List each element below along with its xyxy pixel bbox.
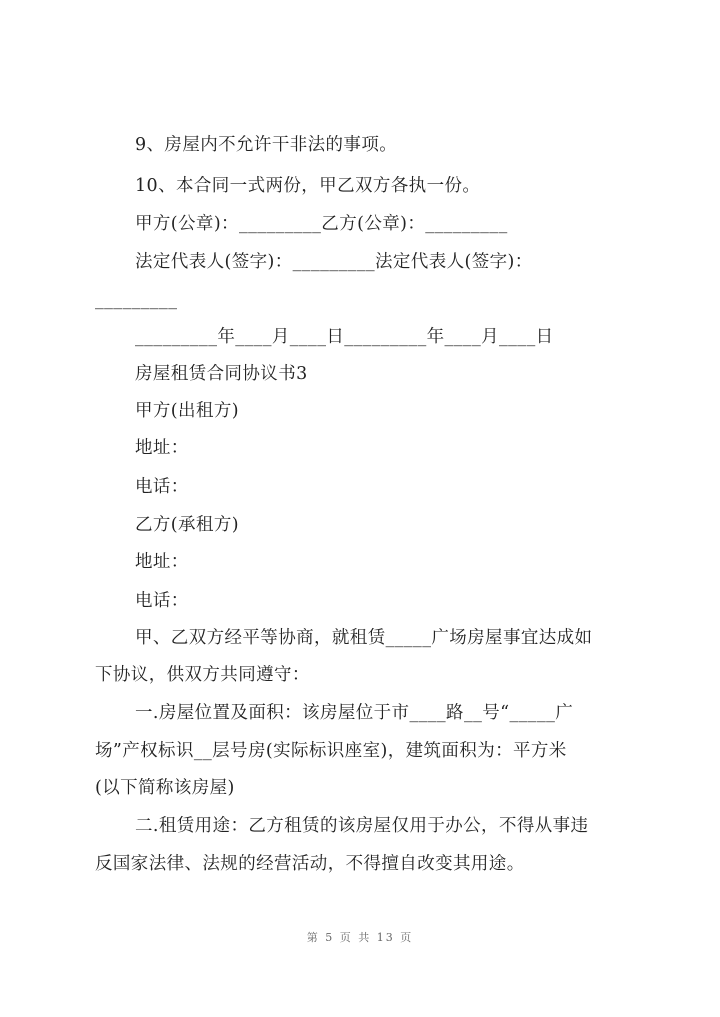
party-a-phone: 电话： xyxy=(135,477,189,497)
article-1-line-2: 场”产权标识__层号房(实际标识座室)，建筑面积为：平方米 xyxy=(95,741,567,761)
preamble-line-2: 下协议，供双方共同遵守： xyxy=(95,665,310,685)
article-2-line-2: 反国家法律、法规的经营活动，不得擅自改变其用途。 xyxy=(95,854,525,874)
party-a-label: 甲方(出租方) xyxy=(135,401,239,421)
signature-line: 法定代表人(签字)：_________法定代表人(签字)： xyxy=(135,252,533,272)
party-a-address: 地址： xyxy=(135,438,189,458)
article-2-line-1: 二.租赁用途：乙方租赁的该房屋仅用于办公，不得从事违 xyxy=(135,816,589,836)
party-b-address: 地址： xyxy=(135,552,189,572)
clause-9: 9、房屋内不允许干非法的事项。 xyxy=(135,135,398,155)
page-number: 第 5 页 共 13 页 xyxy=(306,931,414,944)
date-line: _________年____月____日_________年____月____日 xyxy=(135,327,554,347)
seal-line: 甲方(公章)：_________乙方(公章)：_________ xyxy=(135,214,508,234)
preamble-line-1: 甲、乙双方经平等协商，就租赁_____广场房屋事宜达成如 xyxy=(135,628,593,648)
article-1-line-1: 一.房屋位置及面积：该房屋位于市____路__号“_____广 xyxy=(135,703,574,723)
party-b-label: 乙方(承租方) xyxy=(135,515,239,535)
section-title: 房屋租赁合同协议书3 xyxy=(135,364,308,384)
article-1-line-3: (以下简称该房屋) xyxy=(95,778,235,798)
clause-10: 10、本合同一式两份，甲乙双方各执一份。 xyxy=(135,176,481,196)
party-b-phone: 电话： xyxy=(135,591,189,611)
signature-blank: _________ xyxy=(95,290,178,310)
